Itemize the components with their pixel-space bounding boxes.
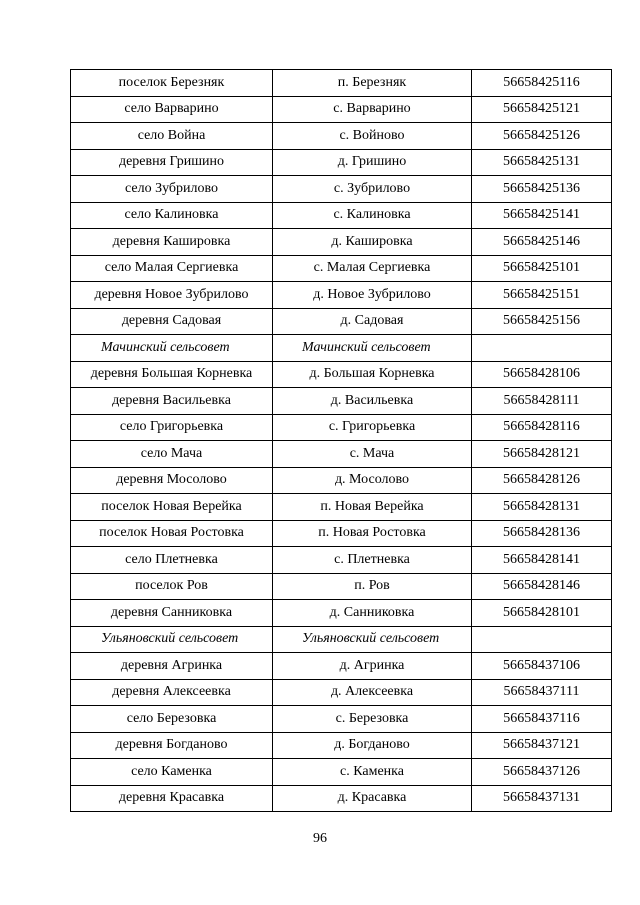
table-row bbox=[71, 229, 612, 256]
settlement-name-cell: поселок Березняк bbox=[71, 70, 273, 97]
table-row bbox=[71, 202, 612, 229]
oktmo-code-cell: 56658437106 bbox=[472, 653, 612, 680]
table-row bbox=[71, 547, 612, 574]
settlement-name-cell: деревня Большая Корневка bbox=[71, 361, 273, 388]
settlement-name-cell: Мачинский сельсовет bbox=[71, 335, 273, 362]
oktmo-code-cell: 56658428131 bbox=[472, 494, 612, 521]
oktmo-code-cell: 56658425126 bbox=[472, 123, 612, 150]
oktmo-code-cell bbox=[472, 335, 612, 362]
settlement-name-cell: село Мача bbox=[71, 441, 273, 468]
table-row bbox=[71, 149, 612, 176]
settlement-short-cell: с. Зубрилово bbox=[273, 176, 472, 203]
oktmo-code-cell: 56658437126 bbox=[472, 759, 612, 786]
settlement-name-cell: деревня Богданово bbox=[71, 732, 273, 759]
settlement-name-cell: деревня Садовая bbox=[71, 308, 273, 335]
settlement-short-cell: с. Мача bbox=[273, 441, 472, 468]
table-row bbox=[71, 600, 612, 627]
oktmo-code-cell: 56658437116 bbox=[472, 706, 612, 733]
table-row bbox=[71, 123, 612, 150]
table-row bbox=[71, 176, 612, 203]
settlement-name-cell: поселок Ров bbox=[71, 573, 273, 600]
table-row bbox=[71, 520, 612, 547]
page-number: 96 bbox=[313, 831, 327, 846]
oktmo-code-cell: 56658428101 bbox=[472, 600, 612, 627]
oktmo-code-cell: 56658428111 bbox=[472, 388, 612, 415]
table-row bbox=[71, 388, 612, 415]
settlement-short-cell: с. Березовка bbox=[273, 706, 472, 733]
settlement-short-cell: с. Калиновка bbox=[273, 202, 472, 229]
table-row bbox=[71, 653, 612, 680]
section-row bbox=[71, 335, 612, 362]
settlement-name-cell: деревня Гришино bbox=[71, 149, 273, 176]
oktmo-code-cell: 56658425156 bbox=[472, 308, 612, 335]
oktmo-code-cell: 56658428106 bbox=[472, 361, 612, 388]
table-row bbox=[71, 70, 612, 97]
settlement-name-cell: поселок Новая Верейка bbox=[71, 494, 273, 521]
oktmo-code-cell: 56658428126 bbox=[472, 467, 612, 494]
settlement-name-cell: село Плетневка bbox=[71, 547, 273, 574]
settlement-name-cell: деревня Агринка bbox=[71, 653, 273, 680]
oktmo-code-cell: 56658428121 bbox=[472, 441, 612, 468]
oktmo-code-cell: 56658425146 bbox=[472, 229, 612, 256]
settlement-short-cell: с. Плетневка bbox=[273, 547, 472, 574]
settlement-name-cell: село Малая Сергиевка bbox=[71, 255, 273, 282]
settlement-name-cell: деревня Мосолово bbox=[71, 467, 273, 494]
settlement-short-cell: д. Васильевка bbox=[273, 388, 472, 415]
oktmo-code-cell: 56658428136 bbox=[472, 520, 612, 547]
settlement-name-cell: деревня Санниковка bbox=[71, 600, 273, 627]
table-row bbox=[71, 679, 612, 706]
settlement-short-cell: с. Малая Сергиевка bbox=[273, 255, 472, 282]
settlement-short-cell: д. Санниковка bbox=[273, 600, 472, 627]
settlement-name-cell: деревня Кашировка bbox=[71, 229, 273, 256]
oktmo-code-cell: 56658425141 bbox=[472, 202, 612, 229]
oktmo-code-cell: 56658437111 bbox=[472, 679, 612, 706]
oktmo-code-cell: 56658425131 bbox=[472, 149, 612, 176]
oktmo-code-cell: 56658428146 bbox=[472, 573, 612, 600]
settlement-short-cell: д. Большая Корневка bbox=[273, 361, 472, 388]
settlement-short-cell: п. Новая Ростовка bbox=[273, 520, 472, 547]
settlement-name-cell: деревня Красавка bbox=[71, 785, 273, 812]
settlement-short-cell: п. Новая Верейка bbox=[273, 494, 472, 521]
oktmo-code-cell: 56658437131 bbox=[472, 785, 612, 812]
table-row bbox=[71, 573, 612, 600]
oktmo-code-cell: 56658425151 bbox=[472, 282, 612, 309]
oktmo-code-cell: 56658425116 bbox=[472, 70, 612, 97]
settlement-short-cell: п. Березняк bbox=[273, 70, 472, 97]
settlement-name-cell: село Григорьевка bbox=[71, 414, 273, 441]
settlement-short-cell: Ульяновский сельсовет bbox=[273, 626, 472, 653]
settlement-name-cell: деревня Новое Зубрилово bbox=[71, 282, 273, 309]
settlement-name-cell: село Война bbox=[71, 123, 273, 150]
oktmo-code-cell: 56658437121 bbox=[472, 732, 612, 759]
table-row bbox=[71, 732, 612, 759]
settlements-table bbox=[70, 69, 612, 812]
settlement-short-cell: д. Алексеевка bbox=[273, 679, 472, 706]
settlement-short-cell: д. Мосолово bbox=[273, 467, 472, 494]
settlement-short-cell: д. Садовая bbox=[273, 308, 472, 335]
settlement-short-cell: п. Ров bbox=[273, 573, 472, 600]
oktmo-code-cell: 56658425101 bbox=[472, 255, 612, 282]
section-row bbox=[71, 626, 612, 653]
table-row bbox=[71, 308, 612, 335]
settlement-short-cell: с. Григорьевка bbox=[273, 414, 472, 441]
settlement-short-cell: д. Агринка bbox=[273, 653, 472, 680]
settlement-short-cell: с. Войново bbox=[273, 123, 472, 150]
table-row bbox=[71, 494, 612, 521]
table-row bbox=[71, 96, 612, 123]
table-body bbox=[71, 70, 612, 812]
settlement-name-cell: село Варварино bbox=[71, 96, 273, 123]
table-row bbox=[71, 706, 612, 733]
settlement-short-cell: д. Новое Зубрилово bbox=[273, 282, 472, 309]
settlement-name-cell: село Калиновка bbox=[71, 202, 273, 229]
settlement-short-cell: с. Варварино bbox=[273, 96, 472, 123]
settlement-name-cell: село Березовка bbox=[71, 706, 273, 733]
settlement-name-cell: село Каменка bbox=[71, 759, 273, 786]
settlement-name-cell: деревня Васильевка bbox=[71, 388, 273, 415]
oktmo-code-cell: 56658428116 bbox=[472, 414, 612, 441]
table-row bbox=[71, 361, 612, 388]
settlement-name-cell: деревня Алексеевка bbox=[71, 679, 273, 706]
settlement-name-cell: поселок Новая Ростовка bbox=[71, 520, 273, 547]
settlement-short-cell: с. Каменка bbox=[273, 759, 472, 786]
table-row bbox=[71, 785, 612, 812]
settlement-name-cell: село Зубрилово bbox=[71, 176, 273, 203]
oktmo-code-cell: 56658428141 bbox=[472, 547, 612, 574]
oktmo-code-cell: 56658425136 bbox=[472, 176, 612, 203]
table-row bbox=[71, 441, 612, 468]
oktmo-code-cell: 56658425121 bbox=[472, 96, 612, 123]
table-row bbox=[71, 759, 612, 786]
oktmo-code-cell bbox=[472, 626, 612, 653]
settlement-short-cell: д. Кашировка bbox=[273, 229, 472, 256]
settlement-short-cell: Мачинский сельсовет bbox=[273, 335, 472, 362]
settlement-short-cell: д. Красавка bbox=[273, 785, 472, 812]
settlement-name-cell: Ульяновский сельсовет bbox=[71, 626, 273, 653]
settlement-short-cell: д. Гришино bbox=[273, 149, 472, 176]
table-row bbox=[71, 414, 612, 441]
table-row bbox=[71, 282, 612, 309]
table-row bbox=[71, 255, 612, 282]
table-row bbox=[71, 467, 612, 494]
settlement-short-cell: д. Богданово bbox=[273, 732, 472, 759]
